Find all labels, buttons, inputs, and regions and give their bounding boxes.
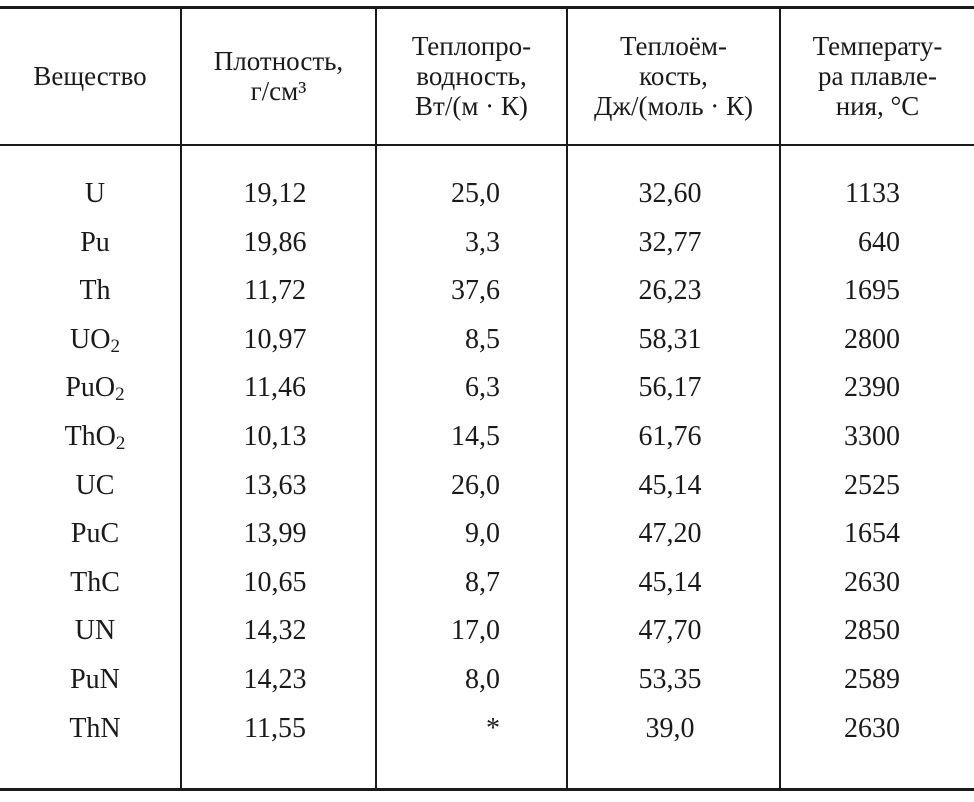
density-cell: 10,65 [243,566,307,598]
conductivity-cell: 3,3 [465,226,500,258]
melting-point-cell: 1133 [845,178,900,209]
melting-point-cell: 1695 [844,275,900,307]
conductivity-cell: 25,0 [451,178,500,209]
table-row [0,219,974,267]
density-cell: 11,72 [244,275,306,307]
table-row [0,607,974,655]
substance-cell: Th [79,275,111,307]
density-cell: 10,97 [243,323,307,355]
melting-point-cell: 2800 [844,323,900,355]
melting-point-cell: 2850 [844,615,900,647]
substance-cell: ThO$_2$ [64,421,126,454]
conductivity-cell: 17,0 [451,615,500,647]
melting-point-cell: 2589 [844,664,900,695]
header-rule [0,144,974,146]
table-row [0,364,974,412]
conductivity-cell: 6,3 [465,372,500,404]
melting-point-cell: 640 [858,226,900,258]
melting-point-cell: 1654 [844,518,900,550]
melting-point-cell: 2630 [844,712,900,744]
heat-capacity-cell: 26,23 [638,275,702,307]
substance-cell: PuC [70,518,120,550]
heat-capacity-cell: 45,14 [638,469,702,501]
table-row [0,267,974,315]
conductivity-cell: 8,7 [465,566,500,598]
heat-capacity-cell: 32,77 [638,226,702,258]
conductivity-cell: 8,5 [465,323,500,355]
substance-cell: UC [75,469,115,501]
substance-cell: ThC [70,566,120,598]
melting-point-cell: 2390 [844,372,900,404]
density-cell: 13,63 [243,469,307,501]
density-cell: 14,23 [243,664,307,695]
melting-point-cell: 3300 [844,421,900,452]
bottom-rule [0,788,974,791]
conductivity-cell: * [486,712,500,744]
table-row [0,656,974,704]
header-melting-point: Температу- ра плавле- ния, °С [812,31,943,121]
substance-cell: ThN [69,712,121,744]
top-rule [0,6,974,9]
substance-cell: Pu [80,226,110,258]
heat-capacity-cell: 58,31 [638,323,702,355]
table-row [0,413,974,461]
heat-capacity-cell: 39,0 [645,712,695,744]
substance-cell: UN [74,615,116,647]
table-row [0,462,974,510]
density-cell: 11,55 [244,712,306,744]
substance-cell: PuN [70,664,120,695]
heat-capacity-cell: 53,35 [638,664,702,695]
table-row [0,170,974,218]
conductivity-cell: 8,0 [465,664,500,695]
density-cell: 14,32 [243,615,307,647]
heat-capacity-cell: 56,17 [638,372,702,404]
substance-cell: PuO$_2$ [65,372,125,406]
header-density: Плотность, г/см³ [213,46,344,106]
table-row [0,559,974,607]
conductivity-cell: 37,6 [451,275,500,307]
heat-capacity-cell: 47,20 [638,518,702,550]
melting-point-cell: 2630 [844,566,900,598]
substance-cell: $UO_2$ [70,323,120,357]
conductivity-cell: 9,0 [465,518,500,550]
substance-cell: U [84,178,106,209]
header-conductivity: Теплопро- водность, Вт/(м · К) [411,31,532,121]
conductivity-cell: 26,0 [451,469,500,501]
density-cell: 10,13 [243,421,307,452]
heat-capacity-cell: 32,60 [638,178,702,209]
table-row [0,510,974,558]
density-cell: 19,12 [243,178,307,209]
density-cell: 11,46 [244,372,306,404]
heat-capacity-cell: 47,70 [638,615,702,647]
density-cell: 19,86 [243,226,307,258]
density-cell: 13,99 [243,518,307,550]
header-heat-capacity: Теплоём- кость, Дж/(моль · К) [593,31,754,121]
melting-point-cell: 2525 [844,469,900,501]
conductivity-cell: 14,5 [451,421,500,452]
header-substance: Вещество [33,61,147,91]
table-row [0,316,974,364]
heat-capacity-cell: 61,76 [638,421,702,452]
heat-capacity-cell: 45,14 [638,566,702,598]
table-row [0,705,974,753]
